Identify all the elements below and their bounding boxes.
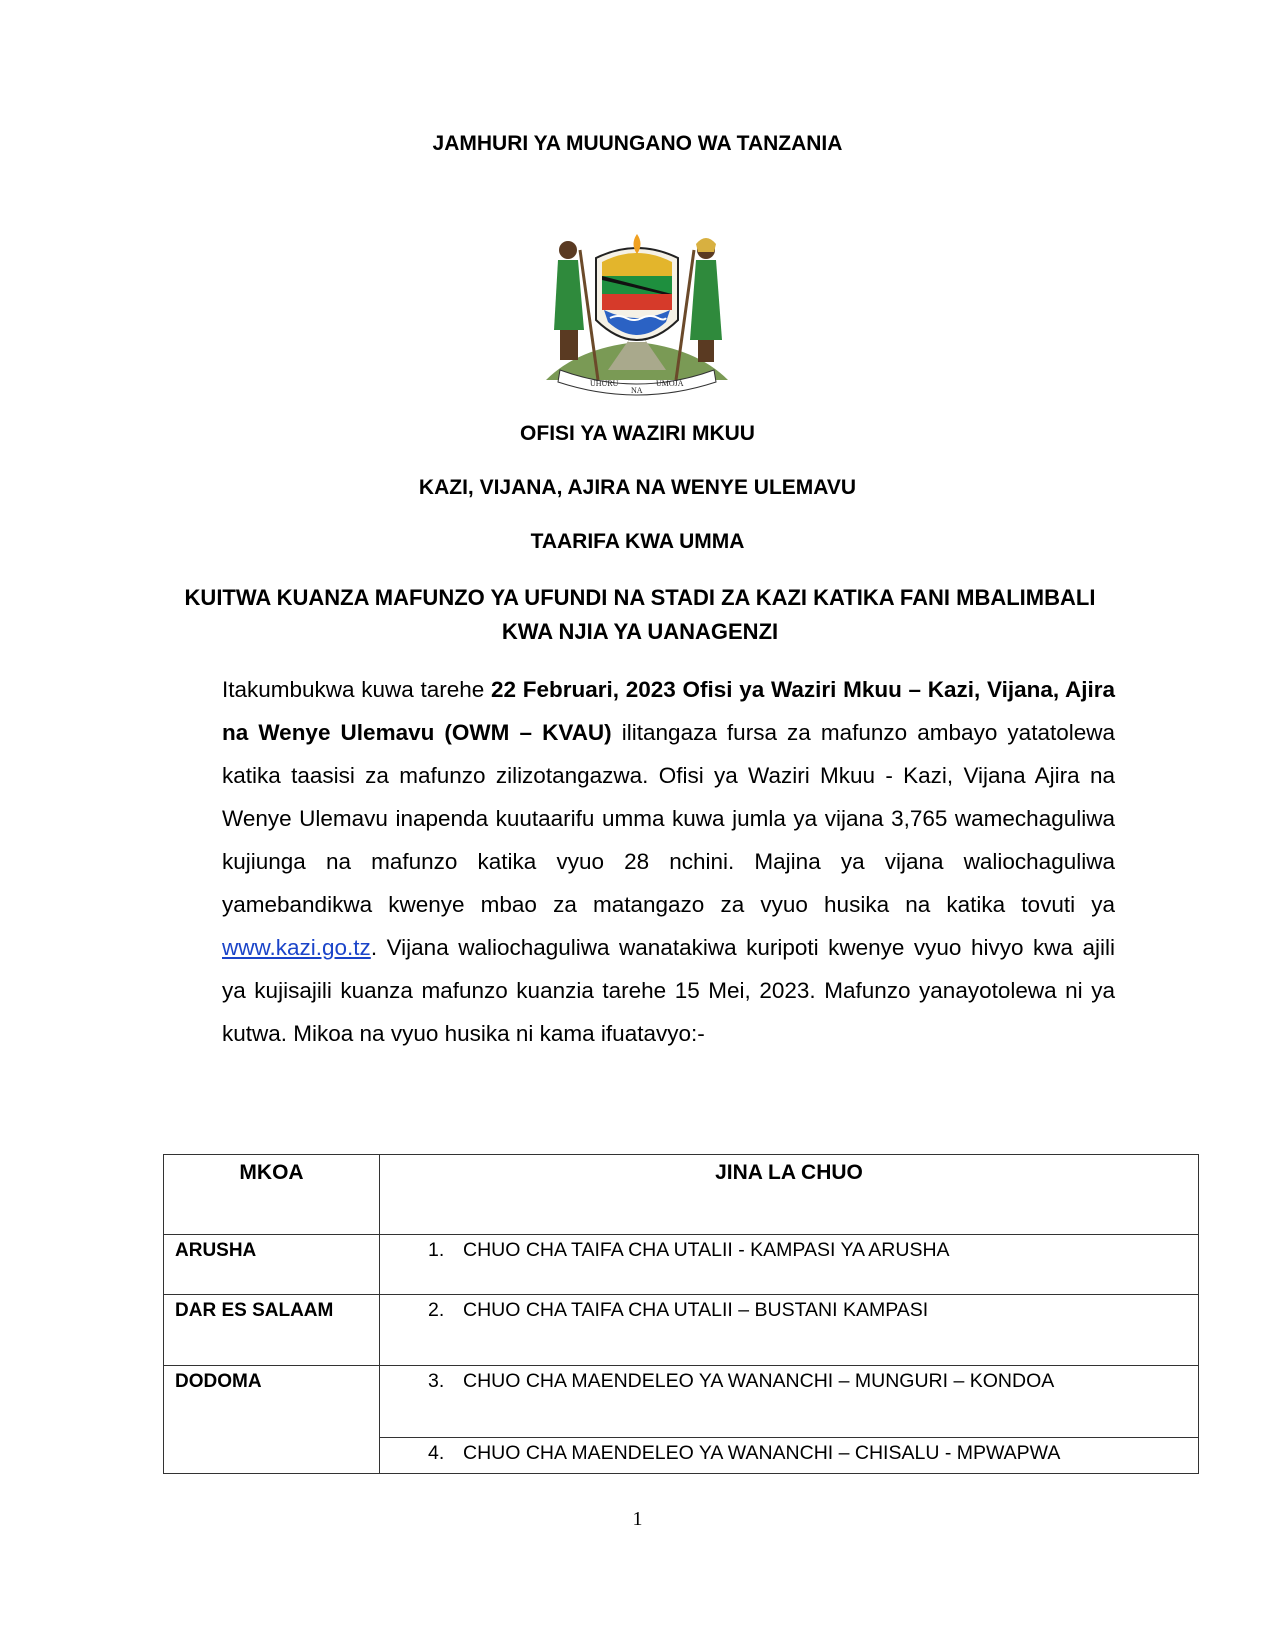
header-region: MKOA bbox=[164, 1155, 380, 1235]
motto-left: UHURU bbox=[590, 379, 619, 388]
header-college: JINA LA CHUO bbox=[380, 1155, 1199, 1235]
college-name: CHUO CHA TAIFA CHA UTALII – BUSTANI KAMPASI bbox=[463, 1299, 929, 1321]
college-cell bbox=[380, 1366, 1199, 1438]
table-row bbox=[164, 1295, 1199, 1366]
table-header-row bbox=[164, 1155, 1199, 1235]
region-cell: DODOMA bbox=[164, 1366, 380, 1474]
body-middle: ilitangaza fursa za mafunzo ambayo yatatolewa katika taasisi za mafunzo zilizotangazwa. Ofisi ya Waziri Mkuu - Kazi, Vijana Ajira na Wenye Ulemavu inapenda kuutaarifu umma kuwa jumla ya vijana 3,765 wamechaguliwa kujiunga na mafunzo katika vyuo 28 nchini. Majina ya vijana waliochaguliwa yamebandikwa kwenye mbao za matangazo za vyuo husika na katika tovuti ya bbox=[222, 720, 1115, 917]
motto-mid: NA bbox=[631, 386, 643, 395]
college-number: 2. bbox=[428, 1299, 445, 1321]
office-heading: OFISI YA WAZIRI MKUU bbox=[520, 422, 755, 445]
country-heading: JAMHURI YA MUUNGANO WA TANZANIA bbox=[432, 132, 843, 155]
college-number: 3. bbox=[428, 1370, 445, 1392]
notice-type-heading: TAARIFA KWA UMMA bbox=[530, 530, 745, 553]
notice-body bbox=[222, 668, 1115, 1055]
region-cell: DAR ES SALAAM bbox=[164, 1295, 380, 1366]
website-link[interactable]: www.kazi.go.tz bbox=[222, 935, 371, 960]
colleges-table bbox=[163, 1154, 1199, 1474]
body-intro: Itakumbukwa kuwa tarehe bbox=[222, 677, 492, 702]
notice-title: KUITWA KUANZA MAFUNZO YA UFUNDI NA STADI ZA KAZI KATIKA FANI MBALIMBALI KWA NJIA YA UANAGENZI bbox=[184, 585, 1096, 644]
region-cell: ARUSHA bbox=[164, 1235, 380, 1295]
college-name: CHUO CHA MAENDELEO YA WANANCHI – MUNGURI – KONDOA bbox=[463, 1370, 1055, 1392]
college-number: 1. bbox=[428, 1239, 445, 1261]
college-cell bbox=[380, 1235, 1199, 1295]
tanzania-coat-of-arms-icon bbox=[538, 230, 736, 400]
body-end: . Vijana waliochaguliwa wanatakiwa kuripoti kwenye vyuo hivyo kwa ajili ya kujisajili kuanza mafunzo kuanzia tarehe 15 Mei, 2023. Mafunzo yanayotolewa ni ya kutwa. Mikoa na vyuo husika ni kama ifuatavyo:- bbox=[222, 935, 1115, 1046]
college-number: 4. bbox=[428, 1442, 445, 1464]
college-cell bbox=[380, 1295, 1199, 1366]
college-name: CHUO CHA TAIFA CHA UTALII - KAMPASI YA ARUSHA bbox=[463, 1239, 950, 1261]
table-row bbox=[164, 1235, 1199, 1295]
college-cell bbox=[380, 1438, 1199, 1474]
page-number: 1 bbox=[632, 1508, 643, 1530]
body-bold-date: 22 Februari, 2023 Ofisi ya Waziri Mkuu – Kazi, Vijana, Ajira na Wenye Ulemavu (OWM – KVAU) bbox=[222, 677, 1115, 745]
motto-right: UMOJA bbox=[656, 379, 684, 388]
department-heading: KAZI, VIJANA, AJIRA NA WENYE ULEMAVU bbox=[418, 476, 857, 499]
table-row bbox=[164, 1366, 1199, 1438]
college-name: CHUO CHA MAENDELEO YA WANANCHI – CHISALU - MPWAPWA bbox=[463, 1442, 1061, 1464]
